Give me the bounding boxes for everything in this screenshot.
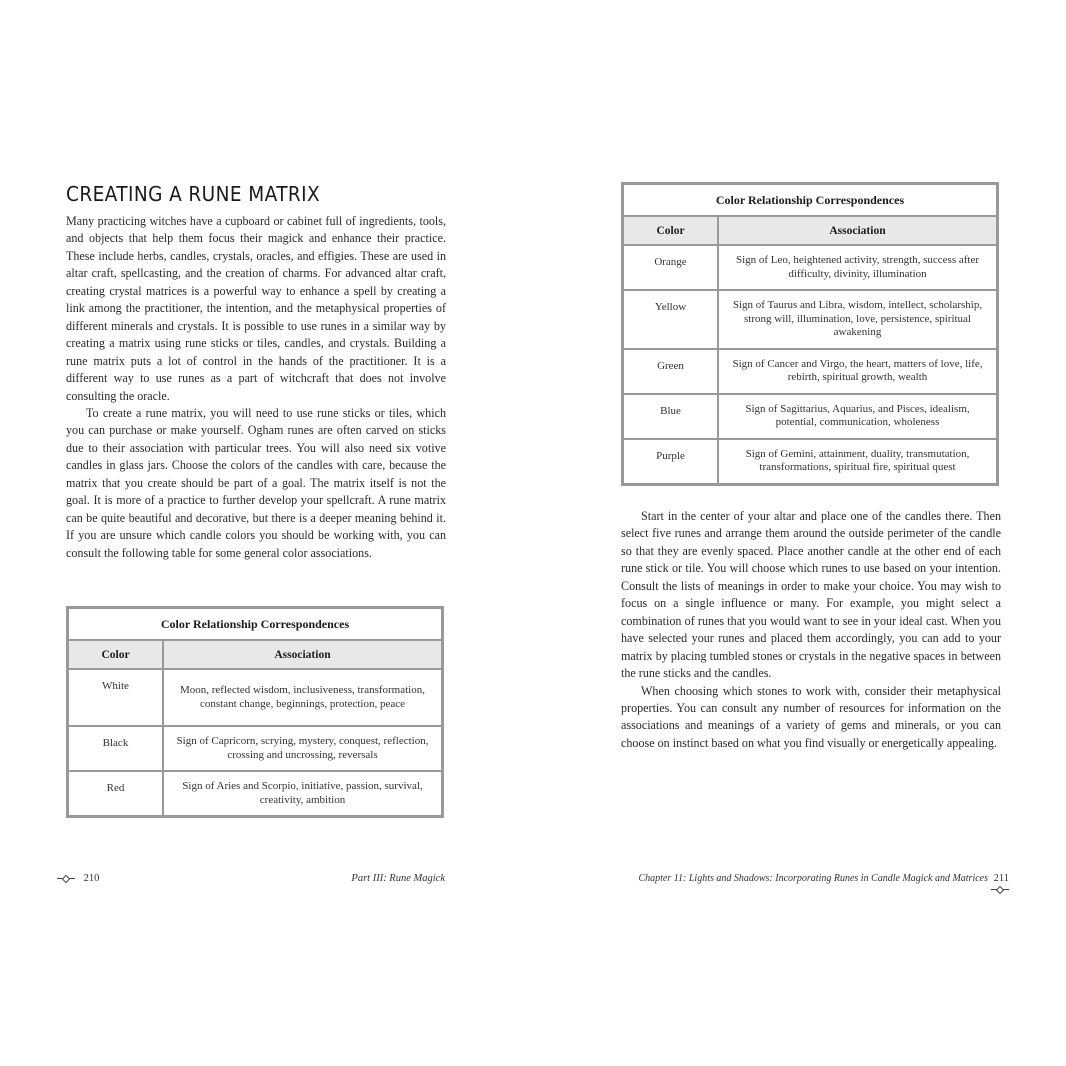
- association-cell: Moon, reflected wisdom, inclusiveness, transformation, constant change, beginnings, protection, peace: [163, 669, 442, 726]
- color-column-header: Color: [623, 216, 718, 245]
- color-cell: Blue: [623, 394, 718, 439]
- table-row: [623, 439, 997, 484]
- color-correspondence-table-2: [621, 182, 999, 486]
- left-body-text: [66, 213, 446, 562]
- color-cell: White: [68, 669, 163, 726]
- table-row: [68, 669, 442, 726]
- color-cell: Red: [68, 771, 163, 816]
- left-paragraph-1: Many practicing witches have a cupboard or cabinet full of ingredients, tools, and objects that help them focus their magick and enhance their practice. These include herbs, candles, crystals, oracles, and effigies. These are used in altar craft, spellcasting, and the creation of charms. For advanced altar craft, creating crystal matrices is a powerful way to enhance a spell by creating a link among the practitioner, the intention, and the metaphysical properties of different minerals and crystals. It is possible to use runes in a similar way by creating a matrix using rune sticks or tiles, candles, and crystals. Building a rune matrix puts a lot of control in the hands of the practitioner. It is a different way to use runes as a part of witchcraft that does not involve consulting the oracle.: [66, 214, 446, 403]
- color-column-header: Color: [68, 640, 163, 669]
- left-paragraph-2: To create a rune matrix, you will need to use rune sticks or tiles, which you can purchase or make yourself. Ogham runes are often carved on sticks due to their association with particular trees. You will also need six votive candles in glass jars. Choose the colors of the candles with care, because the matrix that you create should be part of a goal. The matrix itself is not the goal. It is more of a practice to further develop your spellcraft. A rune matrix can be quite beautiful and decorative, but there is a deeper meaning behind it. If you are unsure which candle colors you should be working with, you can consult the following table for some general color associations.: [66, 405, 446, 560]
- table-row: [623, 245, 997, 290]
- page-number-right: 211: [993, 873, 1009, 884]
- association-cell: Sign of Taurus and Libra, wisdom, intellect, scholarship, strong will, illumination, love, persistence, spiritual awakening: [718, 290, 997, 349]
- right-paragraph-1: Start in the center of your altar and place one of the candles there. Then select five runes and arrange them around the outside perimeter of the candle so that they are evenly spaced. Place another candle at the other end of each rune stick or tile. You will choose which runes to use based on your intention. Consult the lists of meanings in order to make your choice. You may wish to focus on a single influence or many. For example, you might select a combination of runes that you would want to see in your ideal cast. When you have selected your runes and placed them accordingly, you can add to your matrix by placing tumbled stones or crystals in the negative spaces in between the rune sticks and the candles.: [621, 509, 1001, 681]
- association-cell: Sign of Cancer and Virgo, the heart, matters of love, life, rebirth, spiritual growth, wealth: [718, 349, 997, 394]
- table-row: [68, 726, 442, 771]
- right-paragraph-2: When choosing which stones to work with, consider their metaphysical properties. You can consult any number of resources for information on the associations and meanings of a variety of gems and minerals, or you can choose on instinct based on what you find visually or energetically appealing.: [621, 683, 1001, 750]
- table-row: [68, 771, 442, 816]
- color-cell: Green: [623, 349, 718, 394]
- color-cell: Orange: [623, 245, 718, 290]
- association-cell: Sign of Gemini, attainment, duality, transmutation, transformations, spiritual fire, spiritual quest: [718, 439, 997, 484]
- section-title: CREATING A RUNE MATRIX: [66, 183, 321, 207]
- association-column-header: Association: [718, 216, 997, 245]
- table-row: [623, 290, 997, 349]
- ornament-icon: [991, 886, 1009, 894]
- table-row: [623, 349, 997, 394]
- ornament-icon: [57, 875, 75, 883]
- color-correspondence-table-1: [66, 606, 444, 818]
- association-cell: Sign of Capricorn, scrying, mystery, conquest, reflection, crossing and uncrossing, reversals: [163, 726, 442, 771]
- color-cell: Purple: [623, 439, 718, 484]
- association-cell: Sign of Sagittarius, Aquarius, and Pisces, idealism, potential, communication, wholeness: [718, 394, 997, 439]
- table-caption: Color Relationship Correspondences: [68, 608, 442, 640]
- association-column-header: Association: [163, 640, 442, 669]
- table-row: [623, 394, 997, 439]
- color-cell: Yellow: [623, 290, 718, 349]
- running-head-right: Chapter 11: Lights and Shadows: Incorporating Runes in Candle Magick and Matrices: [638, 873, 988, 884]
- running-head-left: Part III: Rune Magick: [351, 873, 445, 884]
- table-caption: Color Relationship Correspondences: [623, 184, 997, 216]
- right-footer: [621, 873, 1009, 895]
- right-body-text: [621, 508, 1001, 752]
- page-number-left: 210: [83, 873, 100, 884]
- left-footer: [57, 873, 445, 884]
- association-cell: Sign of Aries and Scorpio, initiative, passion, survival, creativity, ambition: [163, 771, 442, 816]
- association-cell: Sign of Leo, heightened activity, strength, success after difficulty, divinity, illumination: [718, 245, 997, 290]
- color-cell: Black: [68, 726, 163, 771]
